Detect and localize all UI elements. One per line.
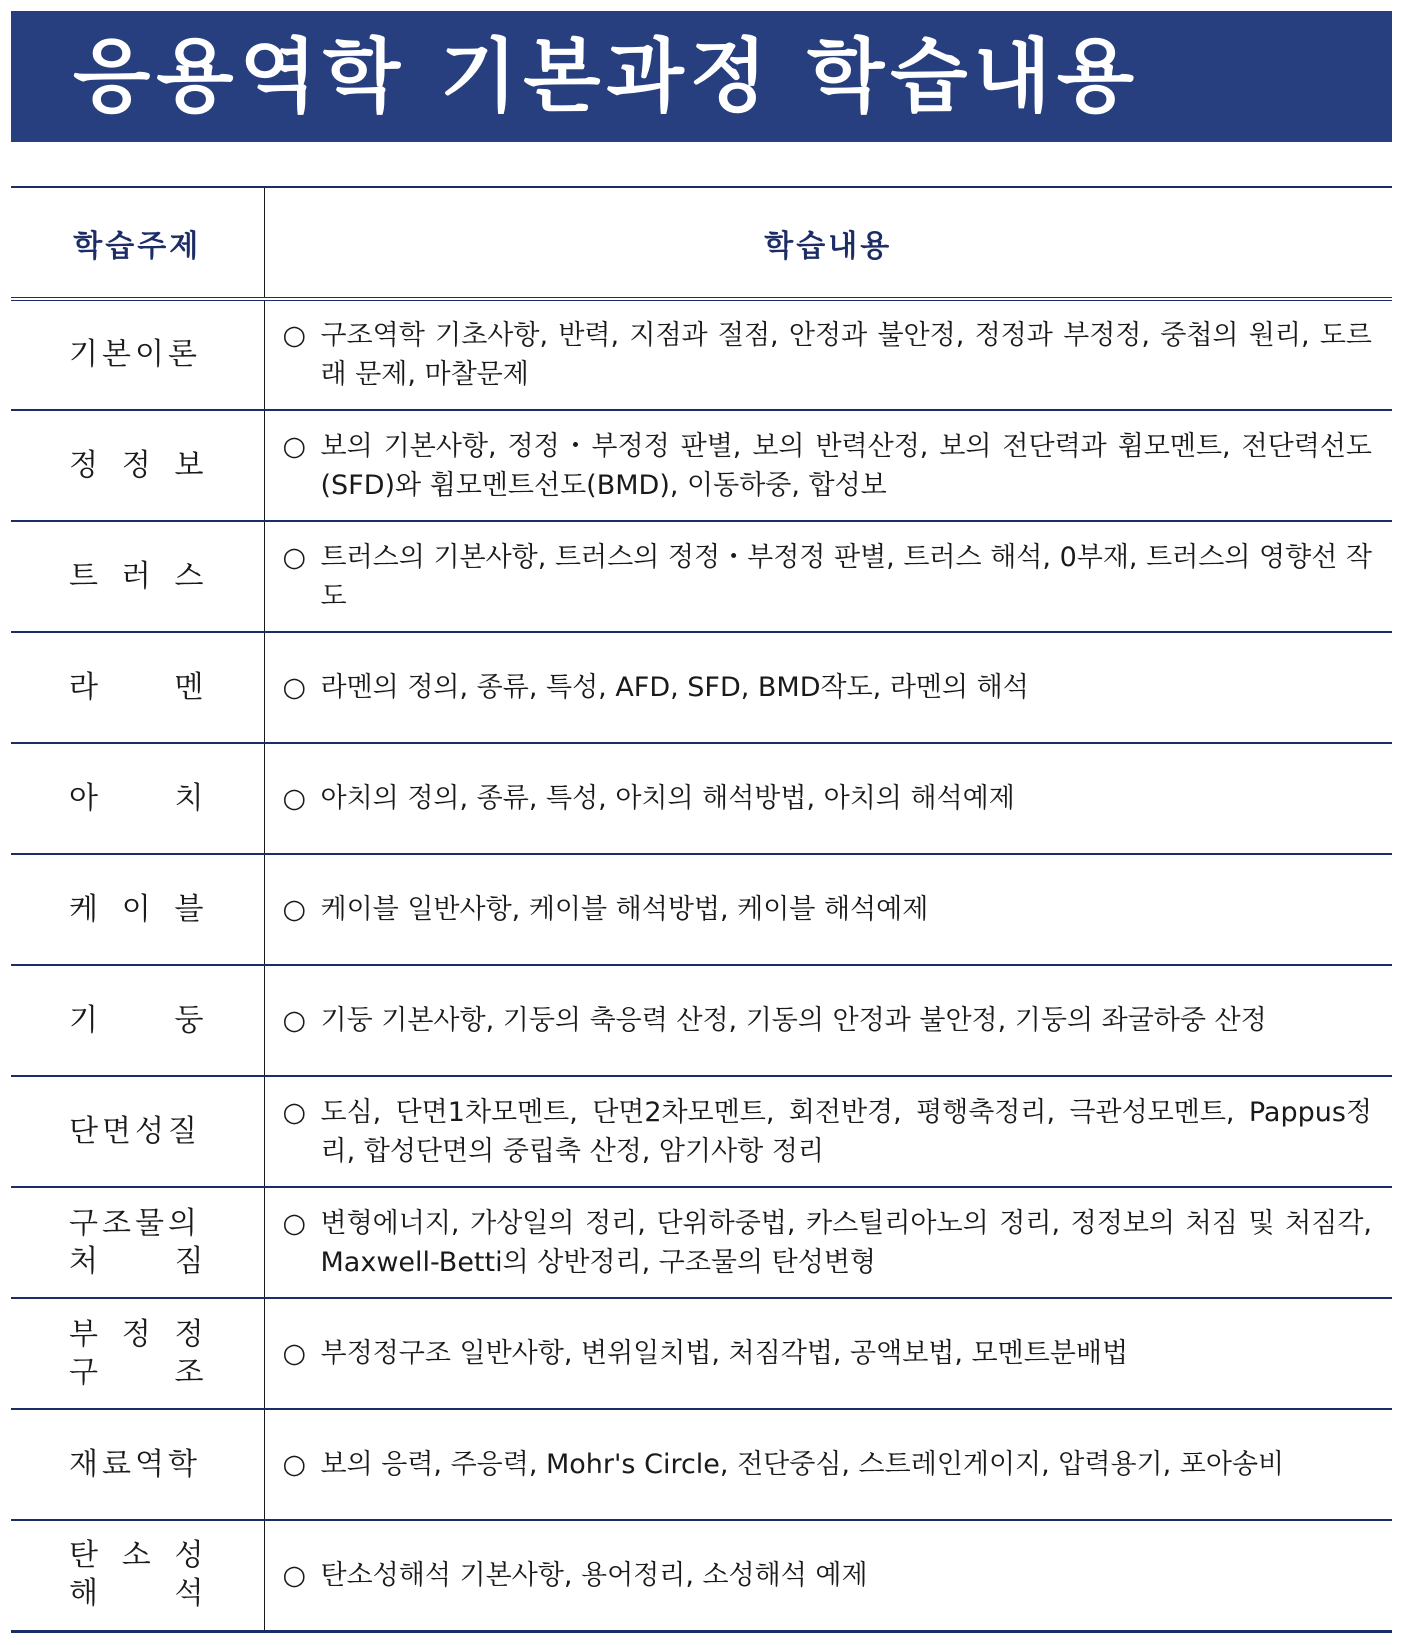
table-row (11, 965, 1392, 1076)
topic-text: 소 (121, 1538, 151, 1574)
topic-text: 재료역학 (69, 1446, 201, 1482)
topic-line (69, 891, 204, 929)
topic-text: 처 (69, 1243, 98, 1279)
topic-text: 멘 (174, 669, 204, 705)
topic-line (69, 780, 204, 818)
topic-text: 정 (121, 447, 151, 483)
topic-cell (11, 1409, 264, 1520)
topic-cell (11, 1520, 264, 1631)
topic-line (69, 1113, 204, 1151)
table-row (11, 1187, 1392, 1298)
topic-cell (11, 410, 264, 521)
circle-bullet-icon: ○ (282, 541, 307, 573)
table-row (11, 410, 1392, 521)
header-topic: 학습주제 (11, 187, 264, 299)
content-text: 탄소성해석 기본사항, 용어정리, 소성해석 예제 (320, 1559, 868, 1591)
topic-text: 보 (174, 447, 204, 483)
content-line (265, 1001, 1393, 1040)
circle-bullet-icon: ○ (282, 1207, 307, 1239)
topic-cell (11, 1298, 264, 1409)
table-row (11, 632, 1392, 743)
topic-text: 해 (69, 1576, 98, 1612)
topic-cell (11, 1076, 264, 1187)
topic-text: 단면성질 (69, 1113, 201, 1149)
topic-line (69, 1205, 204, 1243)
circle-bullet-icon: ○ (282, 320, 307, 351)
circle-bullet-icon: ○ (282, 1449, 307, 1480)
topic-line (69, 1316, 204, 1354)
content-text: 부정정구조 일반사항, 변위일치법, 처짐각법, 공액보법, 모멘트분배법 (320, 1338, 1129, 1369)
topic-cell (11, 854, 264, 965)
topic-text: 둥 (174, 1002, 204, 1038)
topic-text: 정 (121, 1316, 151, 1352)
topic-text: 트 (69, 558, 98, 594)
topic-text: 구 (69, 1354, 98, 1390)
table-header-row (11, 187, 1392, 299)
topic-text: 석 (174, 1576, 204, 1612)
topic-cell (11, 299, 264, 410)
content-cell (264, 1076, 1392, 1187)
topic-cell (11, 743, 264, 854)
topic-cell (11, 1187, 264, 1298)
content-cell (264, 410, 1392, 521)
table-row (11, 1076, 1392, 1187)
topic-line (69, 447, 204, 485)
content-cell (264, 521, 1392, 632)
content-text: 라멘의 정의, 종류, 특성, AFD, SFD, BMD작도, 라멘의 해석 (320, 672, 1029, 703)
topic-text: 스 (174, 558, 204, 594)
table-row (11, 1409, 1392, 1520)
title-banner (11, 11, 1392, 142)
content-text: 도심, 단면1차모멘트, 단면2차모멘트, 회전반경, 평행축정리, 극관성모멘트, Pappus정리, 합성단면의 중립축 산정, 암기사항 정리 (320, 1096, 1372, 1167)
curriculum-table-wrapper (11, 186, 1392, 1633)
content-cell (264, 1187, 1392, 1298)
topic-text: 라 (69, 669, 98, 705)
header-content: 학습내용 (264, 187, 1392, 299)
topic-line (69, 669, 204, 707)
content-cell (264, 1520, 1392, 1631)
topic-text: 구조물의 (69, 1205, 201, 1241)
content-text: 보의 기본사항, 정정・부정정 판별, 보의 반력산정, 보의 전단력과 휨모멘트, 전단력선도(SFD)와 휨모멘트선도(BMD), 이동하중, 합성보 (320, 430, 1372, 501)
content-text: 케이블 일반사항, 케이블 해석방법, 케이블 해석예제 (320, 894, 929, 925)
content-line (265, 538, 1393, 616)
table-row (11, 299, 1392, 410)
content-cell (264, 854, 1392, 965)
content-cell (264, 965, 1392, 1076)
content-line (265, 668, 1393, 707)
topic-text: 정 (69, 447, 98, 483)
topic-line (69, 1575, 204, 1613)
content-line (265, 1204, 1393, 1282)
topic-text: 기본이론 (69, 337, 201, 372)
content-text: 기둥 기본사항, 기둥의 축응력 산정, 기동의 안정과 불안정, 기둥의 좌굴하중 산정 (320, 1005, 1267, 1036)
curriculum-table (11, 186, 1392, 1633)
topic-text: 부 (69, 1316, 98, 1352)
content-line (265, 1334, 1393, 1373)
content-line (265, 316, 1393, 394)
topic-line (69, 336, 204, 374)
page-title: 응용역학 기본과정 학습내용 (73, 30, 1141, 123)
circle-bullet-icon: ○ (282, 672, 307, 703)
content-line (265, 1093, 1393, 1171)
topic-text: 탄 (69, 1538, 98, 1574)
table-row (11, 521, 1392, 632)
content-cell (264, 299, 1392, 410)
content-cell (264, 632, 1392, 743)
circle-bullet-icon: ○ (282, 1005, 307, 1036)
topic-text: 치 (174, 780, 204, 816)
topic-text: 러 (121, 558, 151, 594)
content-text: 구조역학 기초사항, 반력, 지점과 절점, 안정과 불안정, 정정과 부정정, 중첩의 원리, 도르래 문제, 마찰문제 (320, 320, 1372, 390)
circle-bullet-icon: ○ (282, 1559, 307, 1591)
topic-line (69, 1243, 204, 1281)
topic-line (69, 1446, 204, 1484)
content-cell (264, 1298, 1392, 1409)
circle-bullet-icon: ○ (282, 894, 307, 925)
topic-line (69, 1537, 204, 1575)
topic-text: 짐 (174, 1243, 204, 1279)
circle-bullet-icon: ○ (282, 430, 307, 462)
content-text: 변형에너지, 가상일의 정리, 단위하중법, 카스틸리아노의 정리, 정정보의 처짐 및 처짐각, Maxwell-Betti의 상반정리, 구조물의 탄성변형 (320, 1207, 1372, 1278)
circle-bullet-icon: ○ (282, 783, 307, 814)
table-row (11, 1520, 1392, 1631)
topic-cell (11, 632, 264, 743)
content-text: 아치의 정의, 종류, 특성, 아치의 해석방법, 아치의 해석예제 (320, 783, 1015, 814)
table-body (11, 299, 1392, 1631)
table-row (11, 854, 1392, 965)
topic-cell (11, 965, 264, 1076)
topic-text: 조 (174, 1354, 204, 1390)
topic-text: 성 (174, 1538, 204, 1574)
content-text: 보의 응력, 주응력, Mohr's Circle, 전단중심, 스트레인게이지, 압력용기, 포아송비 (320, 1449, 1285, 1480)
content-line (265, 1445, 1393, 1484)
topic-text: 이 (121, 891, 151, 927)
circle-bullet-icon: ○ (282, 1338, 307, 1369)
topic-line (69, 558, 204, 596)
circle-bullet-icon: ○ (282, 1096, 307, 1128)
table-row (11, 743, 1392, 854)
content-line (265, 890, 1393, 929)
content-line (265, 427, 1393, 505)
topic-cell (11, 521, 264, 632)
topic-text: 블 (174, 891, 204, 927)
topic-text: 기 (69, 1002, 98, 1038)
content-cell (264, 743, 1392, 854)
content-cell (264, 1409, 1392, 1520)
content-text: 트러스의 기본사항, 트러스의 정정・부정정 판별, 트러스 해석, 0부재, 트러스의 영향선 작도 (320, 541, 1372, 612)
topic-text: 아 (69, 780, 98, 816)
topic-text: 케 (69, 891, 98, 927)
topic-line (69, 1354, 204, 1392)
content-line (265, 779, 1393, 818)
topic-line (69, 1002, 204, 1040)
table-row (11, 1298, 1392, 1409)
topic-text: 정 (174, 1316, 204, 1352)
content-line (265, 1556, 1393, 1595)
